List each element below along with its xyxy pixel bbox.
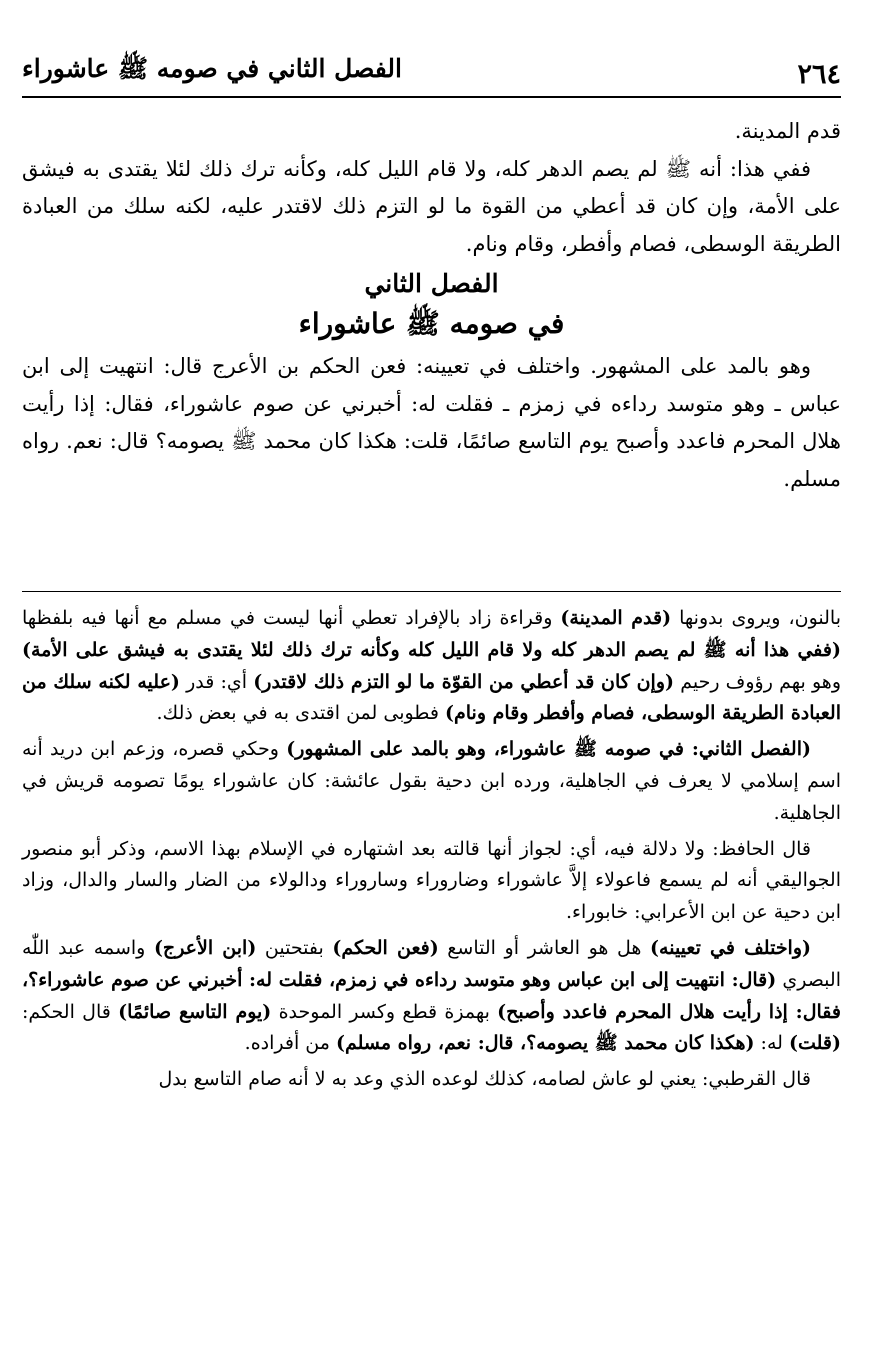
chapter-heading-line2: في صومه ﷺ عاشوراء — [298, 307, 565, 340]
quoted-text: (الفصل الثاني: في صومه ﷺ عاشوراء، وهو بالمد على المشهور) — [286, 738, 811, 761]
main-paragraph: ففي هذا: أنه ﷺ لم يصم الدهر كله، ولا قام الليل كله، وكأنه ترك ذلك لئلا يقتدى به فيشق على الأمة، وإن كان قد أعطي من القوة ما لو التزم ذلك لاقتدر عليه، لكنه سلك من العبادة الطريقة الوسطى، فصام وأفطر، وقام ونام. — [22, 156, 841, 256]
quoted-text: (قال: انتهيت إلى ابن عباس وهو متوسد رداءه في زمزم، فقلت له: أخبرني عن صوم عاشوراء؟، فقال: إذا رأيت هلال المحرم فاعدد وأصبح) — [22, 968, 841, 1023]
quoted-text: (واختلف في تعيينه) — [650, 936, 812, 959]
main-text — [22, 113, 841, 498]
commentary-text: أي: قدر — [179, 670, 254, 693]
commentary-text: فطوبى لمن اقتدى به في بعض ذلك. — [156, 702, 446, 725]
commentary-text: وحكي قصره، وزعم ابن دريد أنه اسم إسلامي لا يعرف في الجاهلية، ورده ابن دحية بقول عائشة: كان عاشوراء يومًا تصومه قريش في الجاهلية. — [22, 738, 841, 824]
quoted-text: (يوم التاسع صائمًا) — [118, 1000, 272, 1023]
main-paragraph: قدم المدينة. — [734, 119, 841, 143]
commentary-paragraph — [22, 933, 841, 1060]
commentary-text: وهو بهم رؤوف رحيم — [674, 670, 841, 693]
commentary-text: وقراءة زاد بالإفراد تعطي أنها ليست في مسلم مع أنها فيه بلفظها — [22, 607, 561, 629]
commentary-paragraph: قال القرطبي: يعني لو عاش لصامه، كذلك لوعده الذي وعد به لا أنه صام التاسع بدل — [158, 1068, 811, 1091]
page-number: ٢٦٤ — [797, 59, 841, 90]
commentary-paragraph — [22, 603, 841, 730]
commentary-text: من أفراده. — [244, 1032, 336, 1055]
commentary-text: بهمزة قطع وكسر الموحدة — [271, 1000, 498, 1023]
commentary-paragraph: قال الحافظ: ولا دلالة فيه، أي: لجواز أنها قالته بعد اشتهاره في الإسلام بهذا الاسم، وذكر أبو منصور الجواليقي أنه لم يسمع فاعولاء إلاَّ عاشوراء وضاروراء وساروراء ودالولاء من الضار والسار والدال، وزاد ابن دحية عن ابن الأعرابي: خابوراء. — [22, 837, 841, 924]
quoted-text: (هكذا كان محمد ﷺ يصومه؟، قال: نعم، رواه مسلم) — [335, 1032, 755, 1055]
quoted-text: (قلت) — [788, 1032, 841, 1055]
quoted-text: (عليه لكنه سلك من العبادة الطريقة الوسطى، فصام وأفطر وقام ونام) — [22, 670, 841, 725]
chapter-heading-line1: الفصل الثاني — [364, 269, 499, 298]
quoted-text: (قدم المدينة) — [560, 607, 672, 629]
commentary-paragraph — [22, 734, 841, 829]
running-title: الفصل الثاني في صومه ﷺ عاشوراء — [22, 54, 402, 83]
chapter-heading — [22, 264, 841, 344]
quoted-text: (وإن كان قد أعطي من القوّة ما لو التزم ذلك لاقتدر) — [253, 670, 674, 693]
quoted-text: (ابن الأعرج) — [153, 936, 257, 959]
quoted-text: (ففي هذا أنه ﷺ لم يصم الدهر كله ولا قام الليل كله وكأنه ترك ذلك لئلا يقتدى به فيشق على الأمة) — [22, 638, 841, 661]
commentary-text: قال الحكم: — [22, 1000, 119, 1023]
commentary-text: بفتحتين — [256, 936, 333, 959]
commentary-text: واسمه عبد اللّٰه البصري — [22, 936, 841, 991]
header-rule — [22, 96, 841, 98]
page-header — [22, 46, 841, 90]
main-paragraph: وهو بالمد على المشهور. واختلف في تعيينه: فعن الحكم بن الأعرج قال: انتهيت إلى ابن عباس ـ وهو متوسد رداءه في زمزم ـ فقلت له: أخبرني عن صوم عاشوراء، فقال: إذا رأيت هلال المحرم فاعدد وأصبح يوم التاسع صائمًا، قلت: هكذا كان محمد ﷺ يصومه؟ قال: نعم. رواه مسلم. — [22, 354, 841, 491]
commentary-text: بالنون، ويروى بدونها — [671, 607, 841, 629]
commentary — [22, 603, 841, 1100]
quoted-text: (فعن الحكم) — [332, 936, 439, 959]
commentary-text: هل هو العاشر أو التاسع — [438, 936, 651, 959]
commentary-text: له: — [754, 1032, 789, 1055]
footnote-separator — [22, 591, 841, 592]
